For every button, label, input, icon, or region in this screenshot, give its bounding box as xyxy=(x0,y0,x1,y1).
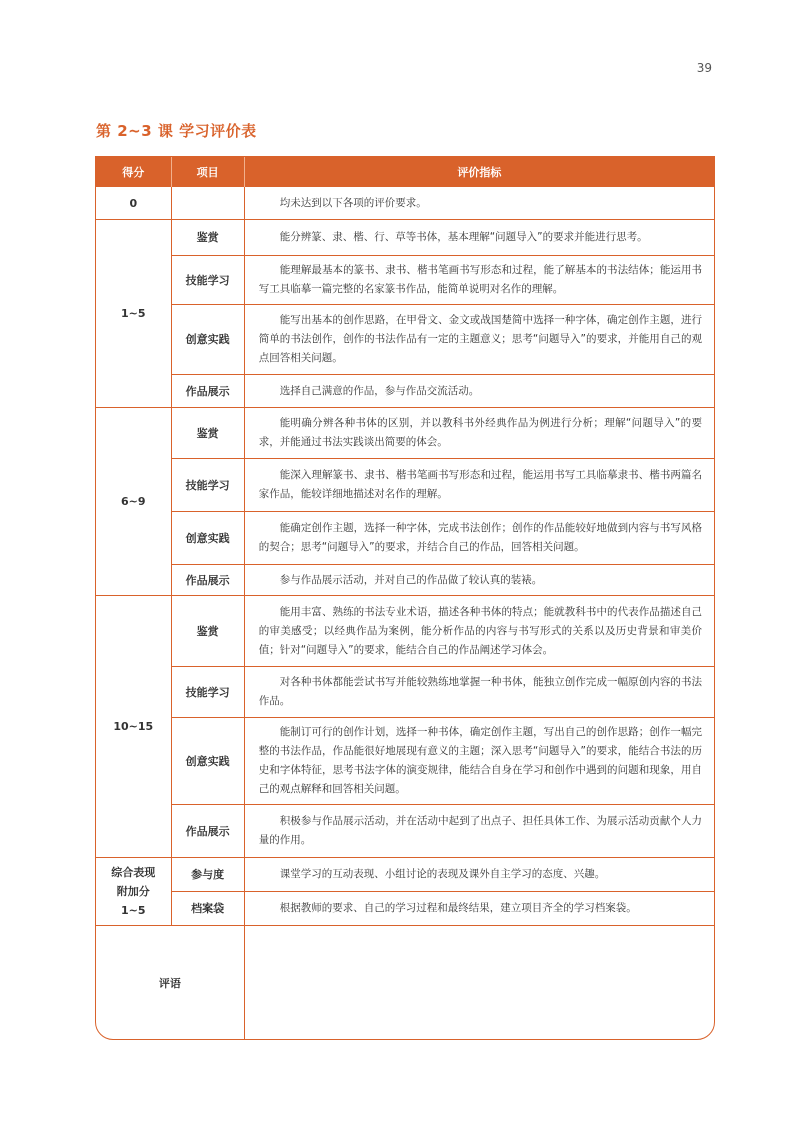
comment-area xyxy=(244,926,714,1041)
table-row xyxy=(96,305,714,375)
comment-label: 评语 xyxy=(96,926,244,1041)
page-number: 39 xyxy=(696,61,712,75)
table-row xyxy=(96,220,714,256)
score-cell: 10~15 xyxy=(96,596,171,858)
item-cell: 作品展示 xyxy=(171,565,244,596)
table-row xyxy=(96,667,714,718)
score-cell: 0 xyxy=(96,187,171,220)
criteria-cell: 能写出基本的创作思路，在甲骨文、金文或战国楚简中选择一种字体，确定创作主题，进行简单的书法创作，创作的书法作品有一定的主题意义；思考“问题导入”的要求，并能用自己的观点回答相关问题。 xyxy=(244,305,714,375)
item-cell: 技能学习 xyxy=(171,667,244,718)
item-cell: 参与度 xyxy=(171,858,244,892)
table-row xyxy=(96,805,714,858)
table-row xyxy=(96,892,714,926)
score-cell: 1~5 xyxy=(96,220,171,408)
item-cell xyxy=(171,187,244,220)
criteria-cell: 根据教师的要求、自己的学习过程和最终结果，建立项目齐全的学习档案袋。 xyxy=(244,892,714,926)
item-cell: 技能学习 xyxy=(171,256,244,305)
item-cell: 鉴赏 xyxy=(171,408,244,459)
header-row xyxy=(96,157,714,187)
table-row xyxy=(96,256,714,305)
score-cell: 综合表现附加分 1~5 xyxy=(96,858,171,926)
criteria-cell: 均未达到以下各项的评价要求。 xyxy=(244,187,714,220)
table-row xyxy=(96,375,714,408)
table-row xyxy=(96,858,714,892)
criteria-cell: 积极参与作品展示活动，并在活动中起到了出点子、担任具体工作、为展示活动贡献个人力量的作用。 xyxy=(244,805,714,858)
criteria-cell: 能明确分辨各种书体的区别，并以教科书外经典作品为例进行分析；理解“问题导入”的要求，并能通过书法实践谈出简要的体会。 xyxy=(244,408,714,459)
score-cell: 6~9 xyxy=(96,408,171,596)
table-row xyxy=(96,408,714,459)
table-row xyxy=(96,565,714,596)
table-row xyxy=(96,459,714,512)
item-cell: 技能学习 xyxy=(171,459,244,512)
item-cell: 创意实践 xyxy=(171,512,244,565)
item-cell: 创意实践 xyxy=(171,718,244,805)
criteria-cell: 能理解最基本的篆书、隶书、楷书笔画书写形态和过程，能了解基本的书法结体；能运用书写工具临摹一篇完整的名家篆书作品，能简单说明对名作的理解。 xyxy=(244,256,714,305)
item-cell: 档案袋 xyxy=(171,892,244,926)
table-row xyxy=(96,187,714,220)
criteria-cell: 对各种书体都能尝试书写并能较熟练地掌握一种书体，能独立创作完成一幅原创内容的书法作品。 xyxy=(244,667,714,718)
criteria-cell: 能分辨篆、隶、楷、行、草等书体，基本理解“问题导入”的要求并能进行思考。 xyxy=(244,220,714,256)
item-cell: 作品展示 xyxy=(171,375,244,408)
page-title: 第 2~3 课 学习评价表 xyxy=(96,122,257,140)
criteria-cell: 能用丰富、熟练的书法专业术语，描述各种书体的特点；能就教科书中的代表作品描述自己的审美感受；以经典作品为案例，能分析作品的内容与书写形式的关系以及历史背景和审美价值；针对“问题导入”的要求，能结合自己的作品阐述学习体会。 xyxy=(244,596,714,667)
criteria-cell: 能制订可行的创作计划，选择一种书体，确定创作主题，写出自己的创作思路；创作一幅完整的书法作品，作品能很好地展现有意义的主题；深入思考“问题导入”的要求，能结合书法的历史和字体特征，思考书法字体的演变规律，能结合自身在学习和创作中遇到的问题和现象，用自己的观点解释和回答相关问题。 xyxy=(244,718,714,805)
criteria-cell: 选择自己满意的作品，参与作品交流活动。 xyxy=(244,375,714,408)
criteria-cell: 参与作品展示活动，并对自己的作品做了较认真的装裱。 xyxy=(244,565,714,596)
item-cell: 鉴赏 xyxy=(171,596,244,667)
table-row xyxy=(96,718,714,805)
evaluation-table xyxy=(95,156,715,1040)
criteria-cell: 能确定创作主题，选择一种字体，完成书法创作；创作的作品能较好地做到内容与书写风格的契合；思考“问题导入”的要求，并结合自己的作品，回答相关问题。 xyxy=(244,512,714,565)
criteria-cell: 能深入理解篆书、隶书、楷书笔画书写形态和过程，能运用书写工具临摹隶书、楷书两篇名家作品，能较详细地描述对名作的理解。 xyxy=(244,459,714,512)
header-criteria: 评价指标 xyxy=(244,157,714,187)
criteria-cell: 课堂学习的互动表现、小组讨论的表现及课外自主学习的态度、兴趣。 xyxy=(244,858,714,892)
item-cell: 作品展示 xyxy=(171,805,244,858)
header-item: 项目 xyxy=(171,157,244,187)
item-cell: 鉴赏 xyxy=(171,220,244,256)
header-score: 得分 xyxy=(96,157,171,187)
table-row xyxy=(96,512,714,565)
item-cell: 创意实践 xyxy=(171,305,244,375)
comment-row xyxy=(96,926,714,1041)
table-row xyxy=(96,596,714,667)
